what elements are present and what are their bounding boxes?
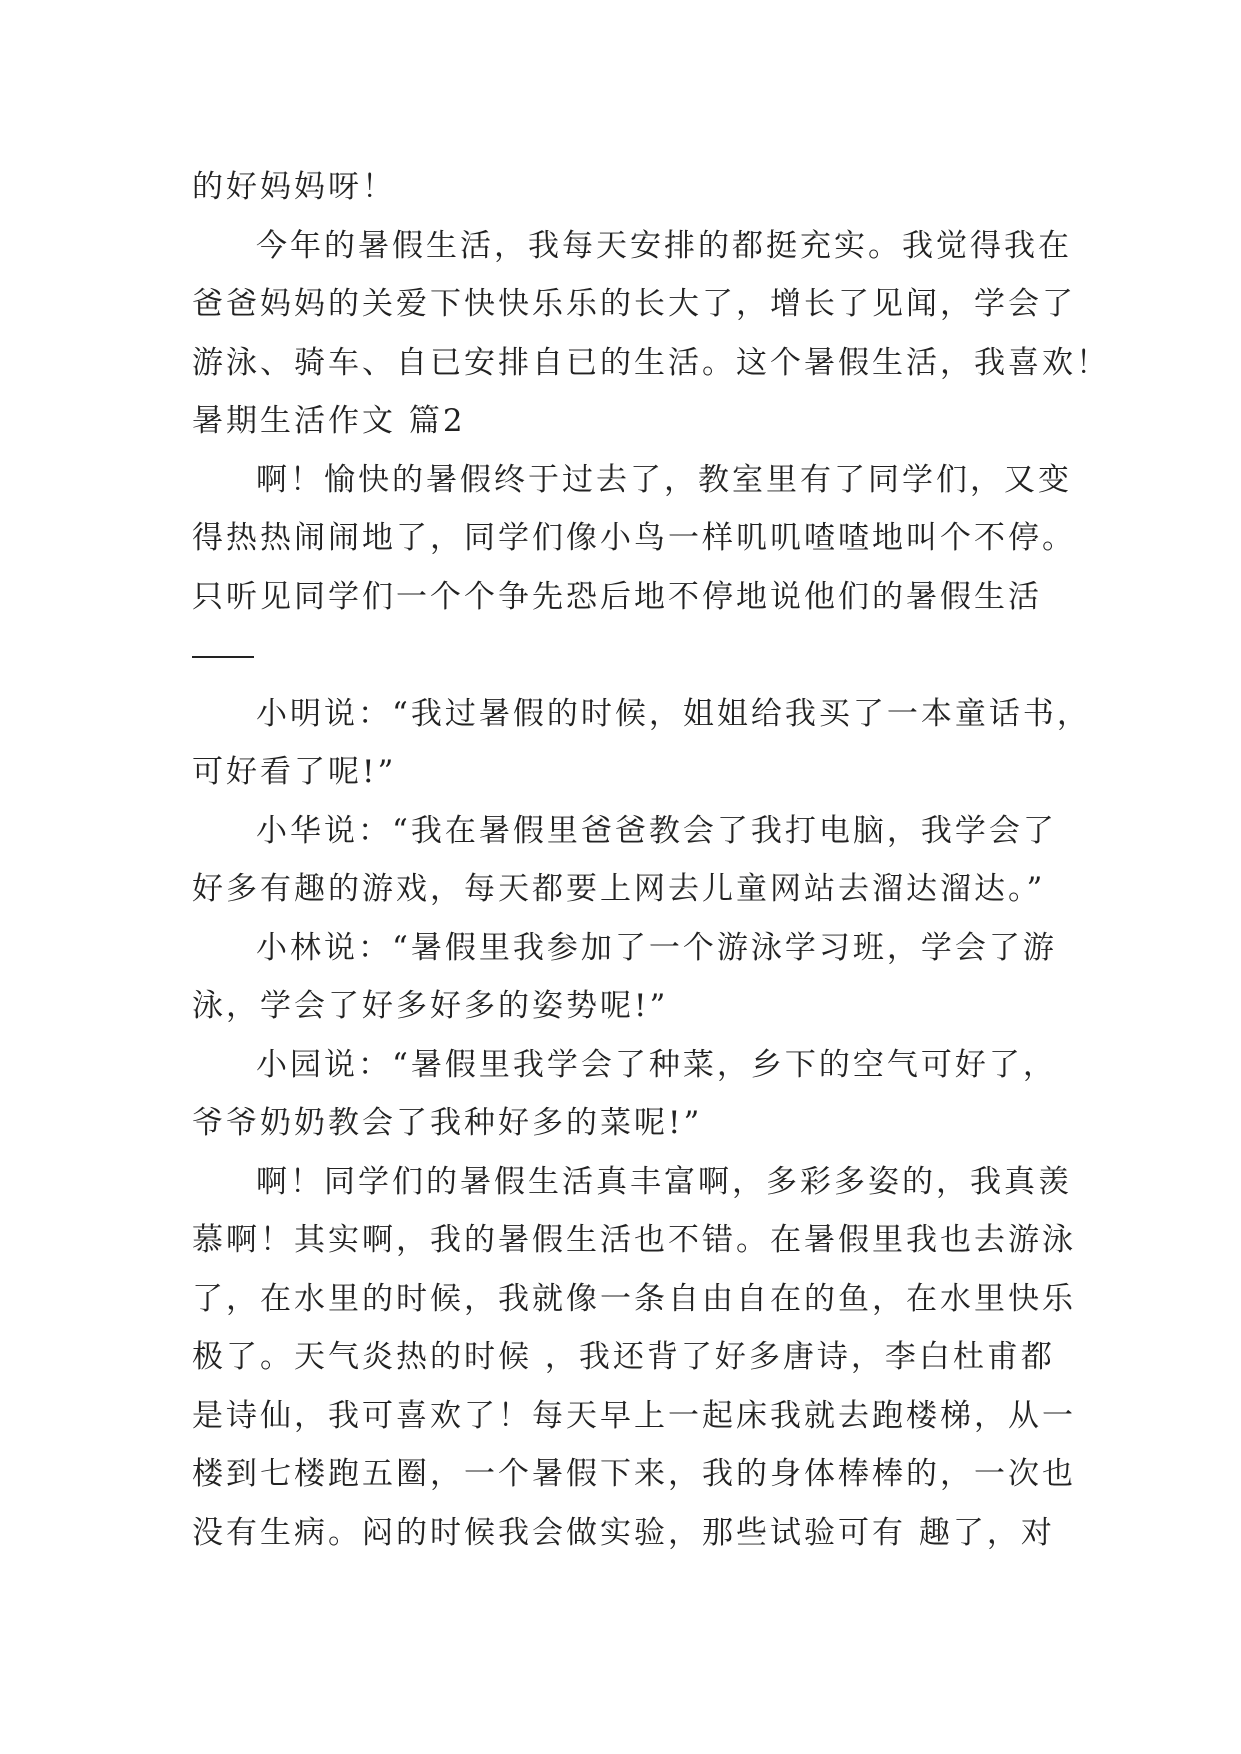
text-line: 今年的暑假生活，我每天安排的都挺充实。我觉得我在 [256,227,1072,264]
text-line: 小华说：“我在暑假里爸爸教会了我打电脑，我学会了 [256,812,1057,849]
text-line: 可好看了呢!” [192,754,397,790]
text-line: 极了。天气炎热的时候 ，我还背了好多唐诗，李白杜甫都 [192,1339,1055,1375]
text-line: 的好妈妈呀！ [192,169,396,205]
text-line: 泳，学会了好多好多的姿势呢!” [192,988,669,1024]
section-heading: 暑期生活作文 篇2 [192,403,466,439]
text-line: 爸爸妈妈的关爱下快快乐乐的长大了，增长了见闻，学会了 [192,286,1076,322]
text-line: 好多有趣的游戏，每天都要上网去儿童网站去溜达溜达。” [192,871,1046,907]
text-line: 慕啊！其实啊，我的暑假生活也不错。在暑假里我也去游泳 [192,1222,1076,1258]
essay-body [192,158,1110,1562]
text-line: 得热热闹闹地了，同学们像小鸟一样叽叽喳喳地叫个不停。 [192,520,1076,556]
em-dash-line [192,626,1072,685]
text-line: 楼到七楼跑五圈，一个暑假下来，我的身体棒棒的，一次也 [192,1456,1076,1492]
text-line: 啊！愉快的暑假终于过去了，教室里有了同学们，又变 [256,461,1072,498]
text-line: 是诗仙，我可喜欢了！每天早上一起床我就去跑楼梯，从一 [192,1397,1076,1434]
text-line: 小明说：“我过暑假的时候，姐姐给我买了一本童话书， [256,695,1091,732]
text-line: 啊！同学们的暑假生活真丰富啊，多彩多姿的，我真羡 [256,1163,1072,1200]
text-line: 爷爷奶奶教会了我种好多的菜呢!” [192,1105,703,1141]
text-line: 了，在水里的时候，我就像一条自由自在的鱼，在水里快乐 [192,1280,1076,1317]
text-line: 小林说：“暑假里我参加了一个游泳学习班，学会了游 [256,929,1057,966]
text-line: 游泳、骑车、自已安排自已的生活。这个暑假生活，我喜欢！ [192,344,1110,381]
text-line: 小园说：“暑假里我学会了种菜，乡下的空气可好了， [256,1046,1057,1083]
text-line: 只听见同学们一个个争先恐后地不停地说他们的暑假生活 [192,578,1042,615]
text-line: 没有生病。闷的时候我会做实验，那些试验可有 趣了，对 [192,1514,1055,1551]
